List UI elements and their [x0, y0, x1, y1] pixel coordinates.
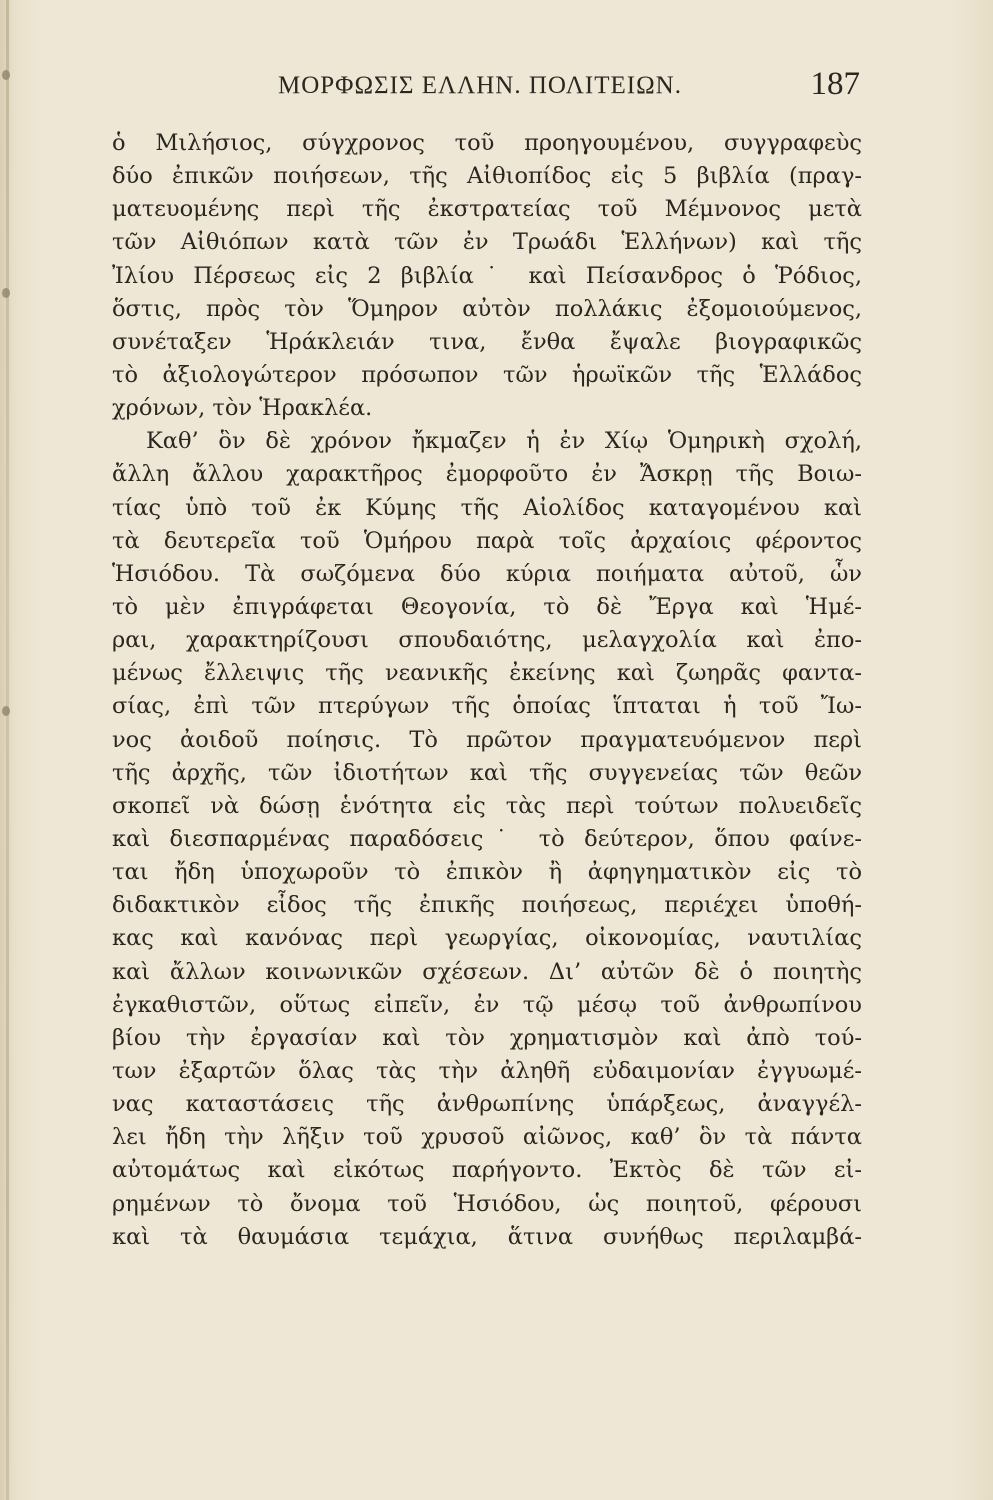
- text-line: τὸ ἀξιολογώτερον πρόσωπον τῶν ἡρωϊκῶν τῆς Ἑλλάδος: [112, 361, 862, 388]
- text-line: τίας ὑπὸ τοῦ ἐκ Κύμης τῆς Αἰολίδος καταγομένου καὶ: [112, 494, 862, 521]
- text-line: ἐγκαθιστῶν, οὕτως εἰπεῖν, ἐν τῷ μέσῳ τοῦ ἀνθρωπίνου: [112, 991, 862, 1018]
- text-line: βίου τὴν ἐργασίαν καὶ τὸν χρηματισμὸν καὶ ἀπὸ τού-: [112, 1024, 862, 1051]
- page-header: [110, 66, 860, 110]
- text-line: δύο ἐπικῶν ποιήσεων, τῆς Αἰθιοπίδος εἰς 5 βιβλία (πραγ-: [112, 163, 862, 190]
- text-line: καὶ διεσπαρμένας παραδόσεις˙ τὸ δεύτερον, ὅπου φαίνε-: [112, 825, 862, 852]
- text-line: Ἰλίου Πέρσεως εἰς 2 βιβλία˙ καὶ Πείσανδρος ὁ Ῥόδιος,: [112, 262, 862, 289]
- text-line: αὐτομάτως καὶ εἰκότως παρήγοντο. Ἐκτὸς δὲ τῶν εἰ-: [112, 1157, 862, 1184]
- text-line: μένως ἔλλειψις τῆς νεανικῆς ἐκείνης καὶ ζωηρᾶς φαντα-: [112, 660, 862, 687]
- page-spine-edge: [6, 0, 9, 1500]
- text-line: ρημένων τὸ ὄνομα τοῦ Ἡσιόδου, ὡς ποιητοῦ, φέρουσι: [112, 1190, 862, 1217]
- page-number: 187: [810, 66, 860, 102]
- text-line: τῶν Αἰθιόπων κατὰ τῶν ἐν Τρωάδι Ἑλλήνων) καὶ τῆς: [112, 229, 862, 256]
- text-line: διδακτικὸν εἶδος τῆς ἐπικῆς ποιήσεως, περιέχει ὑποθή-: [112, 892, 862, 919]
- text-line: καὶ τὰ θαυμάσια τεμάχια, ἅτινα συνήθως περιλαμβά-: [112, 1223, 862, 1250]
- text-line: τὸ μὲν ἐπιγράφεται Θεογονία, τὸ δὲ Ἔργα καὶ Ἡμέ-: [112, 593, 862, 620]
- text-line: ται ἤδη ὑποχωροῦν τὸ ἐπικὸν ἢ ἀφηγηματικὸν εἰς τὸ: [112, 859, 862, 886]
- text-line: νας καταστάσεις τῆς ἀνθρωπίνης ὑπάρξεως, ἀναγγέλ-: [112, 1091, 862, 1118]
- text-line: ὅστις, πρὸς τὸν Ὅμηρον αὐτὸν πολλάκις ἐξομοιούμενος,: [112, 295, 862, 322]
- body-text: [112, 127, 862, 1254]
- text-line: λει ἤδη τὴν λῆξιν τοῦ χρυσοῦ αἰῶνος, καθ’ ὃν τὰ πάντα: [112, 1124, 862, 1151]
- text-line: τὰ δευτερεῖα τοῦ Ὁμήρου παρὰ τοῖς ἀρχαίοις φέροντος: [112, 527, 862, 554]
- text-line: νος ἀοιδοῦ ποίησις. Τὸ πρῶτον πραγματευόμενον περὶ: [112, 726, 862, 753]
- spine-mark: [2, 288, 10, 298]
- text-line: ὁ Μιλήσιος, σύγχρονος τοῦ προηγουμένου, συγγραφεὺς: [112, 130, 862, 156]
- text-line: σίας, ἐπὶ τῶν πτερύγων τῆς ὁποίας ἵπταται ἡ τοῦ Ἴω-: [112, 693, 862, 720]
- text-line: χρόνων, τὸν Ἡρακλέα.: [112, 395, 373, 422]
- text-line: ραι, χαρακτηρίζουσι σπουδαιότης, μελαγχολία καὶ ἐπο-: [112, 627, 862, 654]
- text-line: σκοπεῖ νὰ δώσῃ ἑνότητα εἰς τὰς περὶ τούτων πολυειδεῖς: [112, 792, 862, 819]
- text-line: Ἡσιόδου. Τὰ σωζόμενα δύο κύρια ποιήματα αὐτοῦ, ὧν: [112, 560, 862, 587]
- spine-mark: [2, 706, 10, 716]
- running-head: ΜΟΡΦΩΣΙΣ ΕΛΛΗΝ. ΠΟΛΙΤΕΙΩΝ.: [278, 72, 682, 99]
- text-line: συνέταξεν Ἡράκλειάν τινα, ἔνθα ἔψαλε βιογραφικῶς: [112, 328, 862, 355]
- paragraph-start-line: Καθ’ ὃν δὲ χρόνον ἤκμαζεν ἡ ἐν Χίῳ Ὁμηρικὴ σχολή,: [146, 428, 862, 455]
- text-line: κας καὶ κανόνας περὶ γεωργίας, οἰκονομίας, ναυτιλίας: [112, 925, 862, 952]
- spine-mark: [2, 70, 10, 80]
- text-line: ματευομένης περὶ τῆς ἐκστρατείας τοῦ Μέμνονος μετὰ: [112, 196, 862, 223]
- text-line: καὶ ἄλλων κοινωνικῶν σχέσεων. Δι’ αὐτῶν δὲ ὁ ποιητὴς: [112, 958, 862, 985]
- text-line: των ἐξαρτῶν ὅλας τὰς τὴν ἀληθῆ εὐδαιμονίαν ἐγγυωμέ-: [112, 1057, 862, 1084]
- text-line: ἄλλη ἄλλου χαρακτῆρος ἐμορφοῦτο ἐν Ἄσκρῃ τῆς Βοιω-: [112, 461, 862, 488]
- text-line: τῆς ἀρχῆς, τῶν ἰδιοτήτων καὶ τῆς συγγενείας τῶν θεῶν: [112, 759, 862, 786]
